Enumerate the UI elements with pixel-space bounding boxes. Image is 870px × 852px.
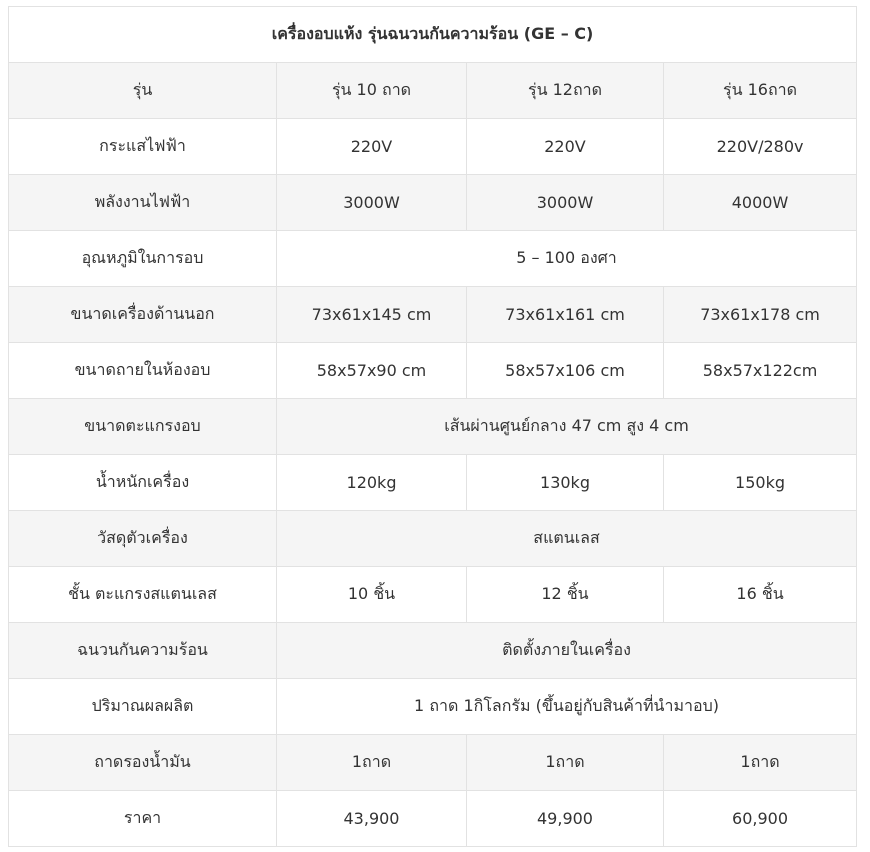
row-value: 12 ชิ้น xyxy=(467,567,664,623)
header-model-cell: รุ่น 16ถาด xyxy=(664,63,857,119)
row-value: 43,900 xyxy=(277,791,467,847)
header-model-cell: รุ่น 10 ถาด xyxy=(277,63,467,119)
row-label: อุณหภูมิในการอบ xyxy=(9,231,277,287)
row-value: 58x57x122cm xyxy=(664,343,857,399)
header-label-cell: รุ่น xyxy=(9,63,277,119)
table-row xyxy=(9,623,857,679)
table-row xyxy=(9,511,857,567)
row-value: 1ถาด xyxy=(664,735,857,791)
row-label: ราคา xyxy=(9,791,277,847)
row-value: 220V xyxy=(467,119,664,175)
row-value: 3000W xyxy=(467,175,664,231)
row-label: ชั้น ตะแกรงสแตนเลส xyxy=(9,567,277,623)
row-label: กระแสไฟฟ้า xyxy=(9,119,277,175)
row-span-value: สแตนเลส xyxy=(277,511,857,567)
row-value: 120kg xyxy=(277,455,467,511)
table-row xyxy=(9,399,857,455)
table-title: เครื่องอบแห้ง รุ่นฉนวนกันความร้อน (GE – C) xyxy=(9,7,857,63)
row-label: ปริมาณผลผลิต xyxy=(9,679,277,735)
table-title-row xyxy=(9,7,857,63)
spec-table xyxy=(8,6,857,847)
row-span-value: 5 – 100 องศา xyxy=(277,231,857,287)
row-value: 150kg xyxy=(664,455,857,511)
row-label: ฉนวนกันความร้อน xyxy=(9,623,277,679)
row-label: พลังงานไฟฟ้า xyxy=(9,175,277,231)
table-row xyxy=(9,119,857,175)
row-value: 73x61x145 cm xyxy=(277,287,467,343)
row-value: 60,900 xyxy=(664,791,857,847)
table-row xyxy=(9,679,857,735)
row-label: ถาดรองน้ำมัน xyxy=(9,735,277,791)
row-label: วัสดุตัวเครื่อง xyxy=(9,511,277,567)
row-value: 58x57x90 cm xyxy=(277,343,467,399)
row-span-value: 1 ถาด 1กิโลกรัม (ขึ้นอยู่กับสินค้าที่นำมาอบ) xyxy=(277,679,857,735)
row-value: 130kg xyxy=(467,455,664,511)
row-value: 73x61x161 cm xyxy=(467,287,664,343)
table-row xyxy=(9,287,857,343)
row-value: 220V/280v xyxy=(664,119,857,175)
table-row xyxy=(9,735,857,791)
row-label: ขนาดตะแกรงอบ xyxy=(9,399,277,455)
table-row xyxy=(9,567,857,623)
row-value: 10 ชิ้น xyxy=(277,567,467,623)
row-span-value: ติดตั้งภายในเครื่อง xyxy=(277,623,857,679)
row-value: 73x61x178 cm xyxy=(664,287,857,343)
row-value: 4000W xyxy=(664,175,857,231)
row-value: 49,900 xyxy=(467,791,664,847)
table-header-row xyxy=(9,63,857,119)
row-value: 16 ชิ้น xyxy=(664,567,857,623)
row-value: 58x57x106 cm xyxy=(467,343,664,399)
table-row xyxy=(9,175,857,231)
table-row xyxy=(9,791,857,847)
row-value: 220V xyxy=(277,119,467,175)
header-model-cell: รุ่น 12ถาด xyxy=(467,63,664,119)
row-label: น้ำหนักเครื่อง xyxy=(9,455,277,511)
row-value: 3000W xyxy=(277,175,467,231)
row-value: 1ถาด xyxy=(277,735,467,791)
row-value: 1ถาด xyxy=(467,735,664,791)
table-row xyxy=(9,455,857,511)
row-span-value: เส้นผ่านศูนย์กลาง 47 cm สูง 4 cm xyxy=(277,399,857,455)
table-row xyxy=(9,231,857,287)
row-label: ขนาดถายในห้องอบ xyxy=(9,343,277,399)
table-row xyxy=(9,343,857,399)
row-label: ขนาดเครื่องด้านนอก xyxy=(9,287,277,343)
